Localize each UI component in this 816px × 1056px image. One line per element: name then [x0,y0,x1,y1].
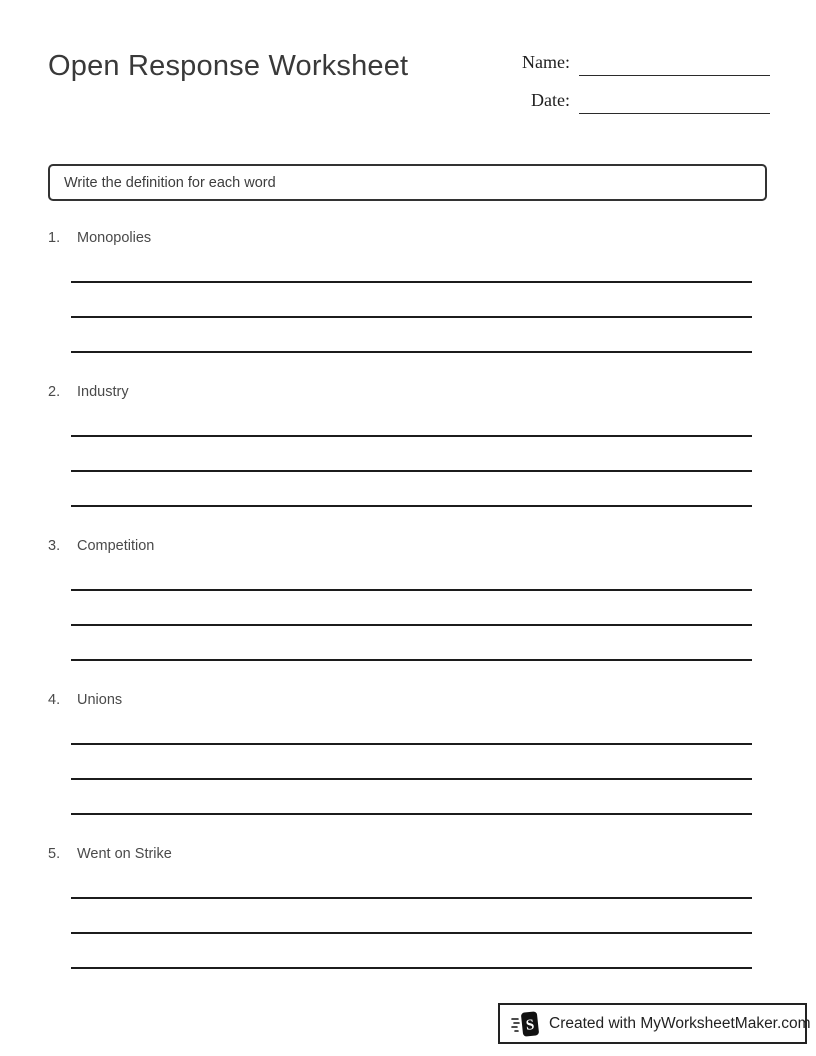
date-blank-line [579,113,770,114]
item-label: Competition [77,538,155,554]
worksheet-item [48,846,768,1000]
name-label: Name: [522,52,570,72]
item-head [48,538,768,555]
answer-line [71,778,752,780]
worksheet-item [48,692,768,846]
instructions-box [48,164,767,201]
item-list [48,230,768,1000]
svg-text:S: S [525,1016,536,1034]
worksheet-maker-logo-icon [511,1010,541,1038]
answer-line [71,505,752,507]
name-field-row [500,52,770,82]
name-blank-line [579,75,770,76]
item-number: 2. [48,384,61,400]
answer-line [71,624,752,626]
item-label: Went on Strike [77,846,172,862]
answer-line [71,967,752,969]
item-head [48,384,768,401]
footer-credit-text: Created with MyWorksheetMaker.com [549,1014,811,1032]
answer-line [71,316,752,318]
worksheet-item [48,384,768,538]
answer-line [71,659,752,661]
date-label: Date: [531,90,570,110]
answer-line [71,743,752,745]
item-head [48,846,768,863]
worksheet-item [48,230,768,384]
item-number: 4. [48,692,61,708]
date-field-row [500,90,770,120]
item-head [48,692,768,709]
answer-line [71,435,752,437]
item-number: 1. [48,230,61,246]
item-label: Unions [77,692,123,708]
answer-line [71,281,752,283]
item-head [48,230,768,247]
answer-line [71,470,752,472]
page-title: Open Response Worksheet [48,50,409,82]
instructions-text: Write the definition for each word [64,174,276,191]
answer-line [71,589,752,591]
answer-line [71,932,752,934]
answer-line [71,351,752,353]
footer-credit-badge [498,1003,811,1044]
item-number: 5. [48,846,61,862]
item-number: 3. [48,538,61,554]
worksheet-item [48,538,768,692]
answer-line [71,897,752,899]
item-label: Monopolies [77,230,152,246]
answer-line [71,813,752,815]
item-label: Industry [77,384,129,400]
